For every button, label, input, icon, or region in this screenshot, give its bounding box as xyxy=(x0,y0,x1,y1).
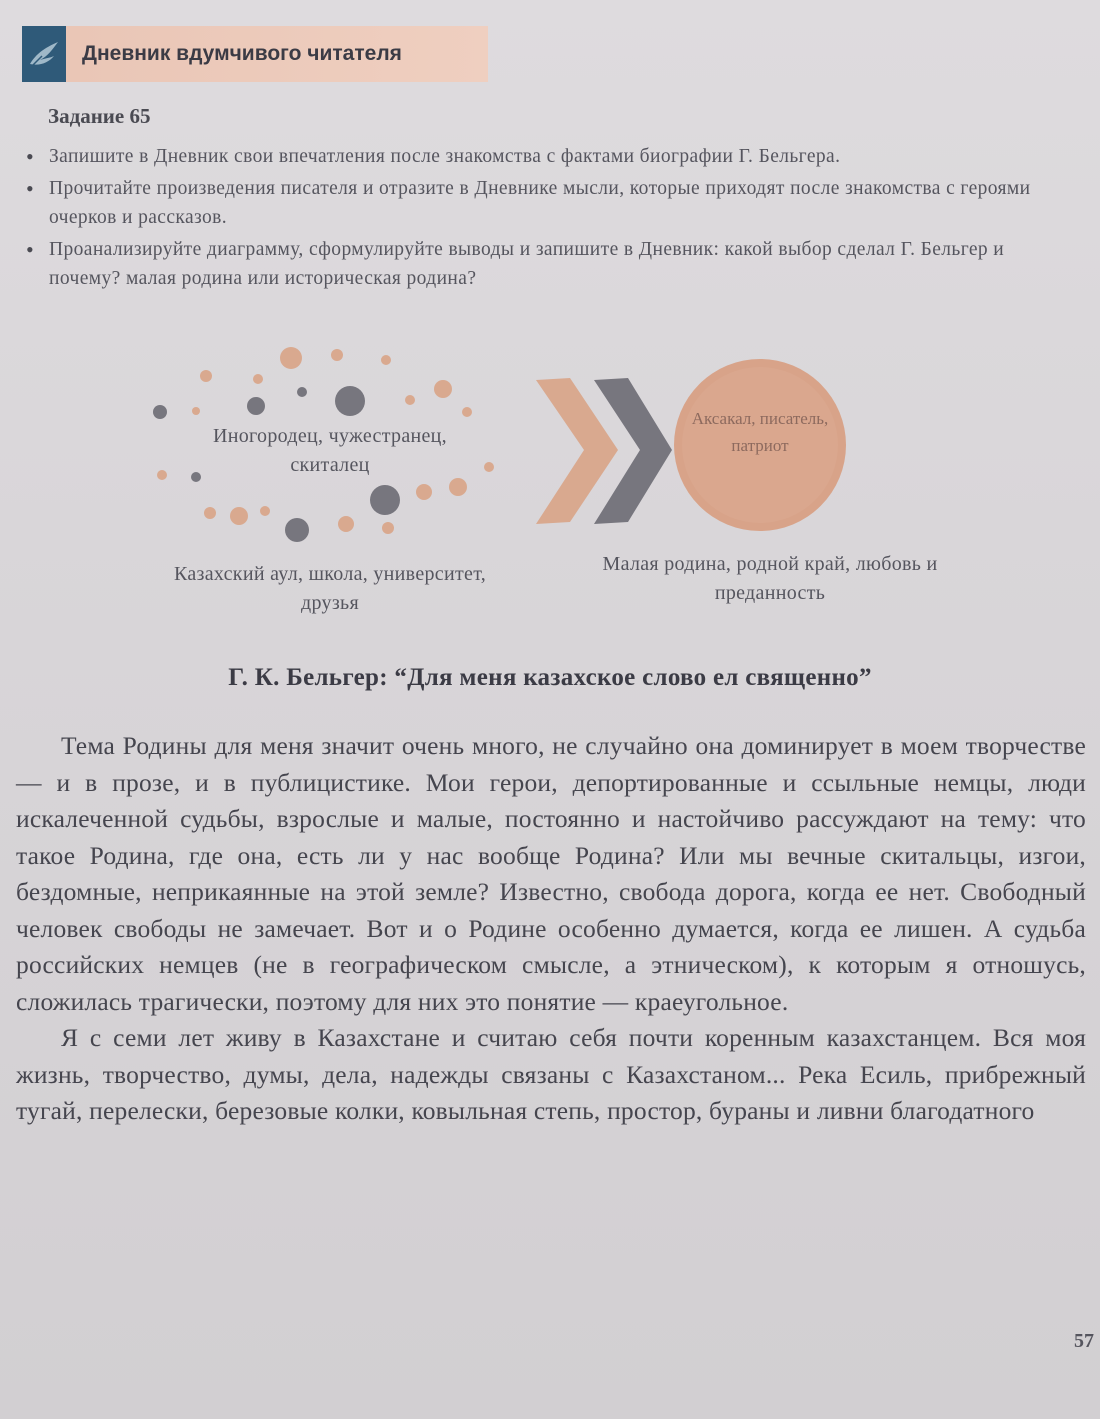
diagram-right-bottom: Малая родина, родной край, любовь и преданность xyxy=(602,553,938,604)
diagram xyxy=(0,330,1100,630)
header-title: Дневник вдумчивого читателя xyxy=(82,42,402,65)
header-flag xyxy=(22,26,66,82)
task-title: Задание 65 xyxy=(48,104,151,128)
goal-circle-label: Аксакал, писатель, патриот xyxy=(691,409,829,455)
diagram-left-center: Иногородец, чужестранец, скиталец xyxy=(213,425,447,476)
task-list xyxy=(24,142,1069,296)
section-header xyxy=(22,26,488,82)
page-number: 57 xyxy=(1074,1330,1094,1352)
task-item: • Прочитайте произведения писателя и отразите в Дневнике мысли, которые приходят после знакомства с героями очерков и рассказов. xyxy=(24,174,1069,232)
article-paragraph: Тема Родины для меня значит очень много, не случайно она доминирует в моем творчестве — и в прозе, и в публицистике. Мои герои, депортированные и ссыльные немцы, люди искалеченной судьбы, взрослые и малые, постоянно и настойчиво рассуждают на тему: что такое Родина, где она, есть ли у нас вообще Родина? Или мы вечные скитальцы, изгои, бездомные, неприкаянные на этой земле? Известно, свобода дорога, когда ее нет. Свободный человек свободы не замечает. Вот и о Родине особенно думается, когда ее лишен. А судьба российских немцев (не в географическом смысле, а этническом), к которым я отношусь, сложилась трагически, поэтому для них это понятие — краеугольное. xyxy=(16,731,1086,1016)
task-item: • Запишите в Дневник свои впечатления после знакомства с фактами биографии Г. Бельгера. xyxy=(24,142,1069,171)
article-title: Г. К. Бельгер: “Для меня казахское слово ел священно” xyxy=(228,664,872,691)
article-body xyxy=(16,728,1086,1130)
bird-feather-icon xyxy=(26,36,62,72)
chevron-arrow-peach xyxy=(536,378,618,524)
task-item: • Проанализируйте диаграмму, сформулируйте выводы и запишите в Дневник: какой выбор сделал Г. Бельгер и почему? малая родина или историческая родина? xyxy=(24,235,1069,293)
article-paragraph: Я с семи лет живу в Казахстане и считаю себя почти коренным казахстанцем. Вся моя жизнь, творчество, думы, дела, надежды связаны с Казахстаном... Река Есиль, прибрежный тугай, перелески, березовые колки, ковыльная степь, простор, бураны и ливни благодатного xyxy=(16,1023,1086,1125)
diagram-left-bottom: Казахский аул, школа, университет, друзья xyxy=(173,563,487,614)
